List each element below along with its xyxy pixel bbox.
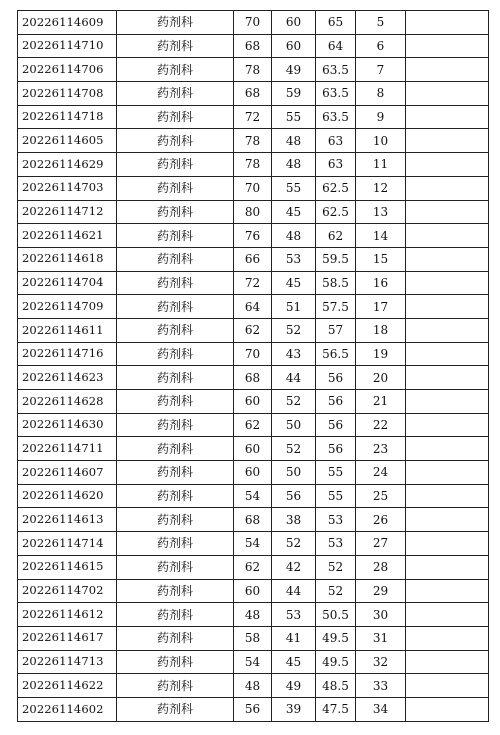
- score-a-cell: 76: [234, 224, 272, 248]
- candidate-id-cell: 20226114708: [18, 82, 117, 106]
- score-b-cell: 45: [272, 200, 316, 224]
- score-b-cell: 43: [272, 342, 316, 366]
- score-a-cell: 68: [234, 82, 272, 106]
- score-b-cell: 55: [272, 105, 316, 129]
- score-a-cell: 70: [234, 176, 272, 200]
- table-row: [18, 579, 489, 603]
- total-score-cell: 49.5: [316, 626, 356, 650]
- candidate-id-cell: 20226114612: [18, 603, 117, 627]
- note-cell: [406, 224, 489, 248]
- department-cell: 药剂科: [117, 461, 234, 485]
- table-row: [18, 129, 489, 153]
- score-b-cell: 49: [272, 58, 316, 82]
- note-cell: [406, 129, 489, 153]
- department-cell: 药剂科: [117, 318, 234, 342]
- candidate-id-cell: 20226114716: [18, 342, 117, 366]
- note-cell: [406, 318, 489, 342]
- candidate-id-cell: 20226114607: [18, 461, 117, 485]
- score-b-cell: 59: [272, 82, 316, 106]
- note-cell: [406, 11, 489, 35]
- department-cell: 药剂科: [117, 200, 234, 224]
- table-row: [18, 626, 489, 650]
- candidate-id-cell: 20226114702: [18, 579, 117, 603]
- candidate-id-cell: 20226114609: [18, 11, 117, 35]
- score-b-cell: 48: [272, 153, 316, 177]
- table-row: [18, 390, 489, 414]
- rank-cell: 6: [356, 34, 406, 58]
- department-cell: 药剂科: [117, 484, 234, 508]
- candidate-id-cell: 20226114620: [18, 484, 117, 508]
- candidate-id-cell: 20226114628: [18, 390, 117, 414]
- note-cell: [406, 603, 489, 627]
- score-a-cell: 80: [234, 200, 272, 224]
- total-score-cell: 56.5: [316, 342, 356, 366]
- department-cell: 药剂科: [117, 626, 234, 650]
- note-cell: [406, 650, 489, 674]
- candidate-id-cell: 20226114611: [18, 318, 117, 342]
- score-b-cell: 56: [272, 484, 316, 508]
- department-cell: 药剂科: [117, 555, 234, 579]
- rank-cell: 17: [356, 295, 406, 319]
- table-row: [18, 461, 489, 485]
- score-b-cell: 60: [272, 34, 316, 58]
- table-row: [18, 176, 489, 200]
- candidate-id-cell: 20226114630: [18, 413, 117, 437]
- note-cell: [406, 295, 489, 319]
- rank-cell: 25: [356, 484, 406, 508]
- table-row: [18, 11, 489, 35]
- candidate-id-cell: 20226114713: [18, 650, 117, 674]
- table-row: [18, 200, 489, 224]
- score-a-cell: 60: [234, 437, 272, 461]
- note-cell: [406, 555, 489, 579]
- rank-cell: 10: [356, 129, 406, 153]
- department-cell: 药剂科: [117, 390, 234, 414]
- department-cell: 药剂科: [117, 271, 234, 295]
- table-row: [18, 34, 489, 58]
- total-score-cell: 65: [316, 11, 356, 35]
- candidate-id-cell: 20226114622: [18, 674, 117, 698]
- candidate-id-cell: 20226114718: [18, 105, 117, 129]
- score-a-cell: 78: [234, 153, 272, 177]
- total-score-cell: 56: [316, 366, 356, 390]
- note-cell: [406, 247, 489, 271]
- department-cell: 药剂科: [117, 437, 234, 461]
- total-score-cell: 59.5: [316, 247, 356, 271]
- rank-cell: 28: [356, 555, 406, 579]
- rank-cell: 33: [356, 674, 406, 698]
- note-cell: [406, 200, 489, 224]
- score-b-cell: 52: [272, 437, 316, 461]
- table-row: [18, 153, 489, 177]
- score-b-cell: 41: [272, 626, 316, 650]
- score-b-cell: 38: [272, 508, 316, 532]
- table-row: [18, 413, 489, 437]
- rank-cell: 24: [356, 461, 406, 485]
- table-row: [18, 82, 489, 106]
- note-cell: [406, 342, 489, 366]
- table-row: [18, 697, 489, 721]
- total-score-cell: 56: [316, 437, 356, 461]
- total-score-cell: 52: [316, 555, 356, 579]
- table-row: [18, 58, 489, 82]
- total-score-cell: 63: [316, 129, 356, 153]
- total-score-cell: 57: [316, 318, 356, 342]
- rank-cell: 15: [356, 247, 406, 271]
- score-a-cell: 60: [234, 579, 272, 603]
- department-cell: 药剂科: [117, 11, 234, 35]
- department-cell: 药剂科: [117, 674, 234, 698]
- score-b-cell: 53: [272, 247, 316, 271]
- table-row: [18, 650, 489, 674]
- total-score-cell: 52: [316, 579, 356, 603]
- score-b-cell: 44: [272, 366, 316, 390]
- note-cell: [406, 674, 489, 698]
- score-a-cell: 48: [234, 674, 272, 698]
- rank-cell: 13: [356, 200, 406, 224]
- department-cell: 药剂科: [117, 650, 234, 674]
- score-b-cell: 45: [272, 271, 316, 295]
- note-cell: [406, 437, 489, 461]
- candidate-id-cell: 20226114712: [18, 200, 117, 224]
- rank-cell: 29: [356, 579, 406, 603]
- note-cell: [406, 390, 489, 414]
- table-row: [18, 295, 489, 319]
- department-cell: 药剂科: [117, 58, 234, 82]
- table-row: [18, 247, 489, 271]
- table-row: [18, 271, 489, 295]
- candidate-id-cell: 20226114613: [18, 508, 117, 532]
- score-a-cell: 70: [234, 342, 272, 366]
- total-score-cell: 58.5: [316, 271, 356, 295]
- score-a-cell: 48: [234, 603, 272, 627]
- score-b-cell: 52: [272, 532, 316, 556]
- score-b-cell: 55: [272, 176, 316, 200]
- score-a-cell: 62: [234, 555, 272, 579]
- score-table-body: [18, 11, 489, 722]
- score-b-cell: 45: [272, 650, 316, 674]
- score-b-cell: 39: [272, 697, 316, 721]
- candidate-id-cell: 20226114703: [18, 176, 117, 200]
- department-cell: 药剂科: [117, 697, 234, 721]
- score-b-cell: 44: [272, 579, 316, 603]
- score-a-cell: 68: [234, 34, 272, 58]
- note-cell: [406, 413, 489, 437]
- score-a-cell: 78: [234, 129, 272, 153]
- score-b-cell: 60: [272, 11, 316, 35]
- score-b-cell: 48: [272, 129, 316, 153]
- rank-cell: 16: [356, 271, 406, 295]
- department-cell: 药剂科: [117, 295, 234, 319]
- table-row: [18, 603, 489, 627]
- score-b-cell: 53: [272, 603, 316, 627]
- total-score-cell: 63.5: [316, 82, 356, 106]
- candidate-id-cell: 20226114621: [18, 224, 117, 248]
- total-score-cell: 48.5: [316, 674, 356, 698]
- table-row: [18, 342, 489, 366]
- total-score-cell: 62.5: [316, 200, 356, 224]
- department-cell: 药剂科: [117, 508, 234, 532]
- candidate-id-cell: 20226114711: [18, 437, 117, 461]
- rank-cell: 26: [356, 508, 406, 532]
- department-cell: 药剂科: [117, 34, 234, 58]
- candidate-id-cell: 20226114615: [18, 555, 117, 579]
- score-b-cell: 51: [272, 295, 316, 319]
- note-cell: [406, 697, 489, 721]
- note-cell: [406, 461, 489, 485]
- rank-cell: 18: [356, 318, 406, 342]
- candidate-id-cell: 20226114706: [18, 58, 117, 82]
- total-score-cell: 47.5: [316, 697, 356, 721]
- department-cell: 药剂科: [117, 153, 234, 177]
- total-score-cell: 57.5: [316, 295, 356, 319]
- rank-cell: 21: [356, 390, 406, 414]
- department-cell: 药剂科: [117, 342, 234, 366]
- score-a-cell: 62: [234, 413, 272, 437]
- score-table: [17, 10, 489, 722]
- department-cell: 药剂科: [117, 413, 234, 437]
- note-cell: [406, 153, 489, 177]
- note-cell: [406, 271, 489, 295]
- total-score-cell: 56: [316, 413, 356, 437]
- candidate-id-cell: 20226114602: [18, 697, 117, 721]
- candidate-id-cell: 20226114704: [18, 271, 117, 295]
- score-b-cell: 52: [272, 318, 316, 342]
- table-row: [18, 318, 489, 342]
- total-score-cell: 55: [316, 461, 356, 485]
- total-score-cell: 50.5: [316, 603, 356, 627]
- note-cell: [406, 58, 489, 82]
- rank-cell: 34: [356, 697, 406, 721]
- rank-cell: 27: [356, 532, 406, 556]
- department-cell: 药剂科: [117, 603, 234, 627]
- score-a-cell: 60: [234, 461, 272, 485]
- candidate-id-cell: 20226114617: [18, 626, 117, 650]
- rank-cell: 22: [356, 413, 406, 437]
- total-score-cell: 53: [316, 508, 356, 532]
- score-a-cell: 58: [234, 626, 272, 650]
- score-b-cell: 52: [272, 390, 316, 414]
- department-cell: 药剂科: [117, 176, 234, 200]
- rank-cell: 8: [356, 82, 406, 106]
- candidate-id-cell: 20226114714: [18, 532, 117, 556]
- score-b-cell: 49: [272, 674, 316, 698]
- rank-cell: 32: [356, 650, 406, 674]
- note-cell: [406, 532, 489, 556]
- rank-cell: 5: [356, 11, 406, 35]
- score-a-cell: 62: [234, 318, 272, 342]
- department-cell: 药剂科: [117, 366, 234, 390]
- score-a-cell: 68: [234, 508, 272, 532]
- department-cell: 药剂科: [117, 105, 234, 129]
- score-b-cell: 42: [272, 555, 316, 579]
- score-a-cell: 72: [234, 271, 272, 295]
- rank-cell: 23: [356, 437, 406, 461]
- table-row: [18, 105, 489, 129]
- rank-cell: 11: [356, 153, 406, 177]
- department-cell: 药剂科: [117, 579, 234, 603]
- note-cell: [406, 82, 489, 106]
- score-a-cell: 54: [234, 650, 272, 674]
- score-a-cell: 66: [234, 247, 272, 271]
- table-row: [18, 674, 489, 698]
- note-cell: [406, 484, 489, 508]
- score-b-cell: 48: [272, 224, 316, 248]
- note-cell: [406, 508, 489, 532]
- rank-cell: 9: [356, 105, 406, 129]
- rank-cell: 20: [356, 366, 406, 390]
- rank-cell: 14: [356, 224, 406, 248]
- department-cell: 药剂科: [117, 82, 234, 106]
- rank-cell: 30: [356, 603, 406, 627]
- total-score-cell: 63: [316, 153, 356, 177]
- score-a-cell: 60: [234, 390, 272, 414]
- table-row: [18, 437, 489, 461]
- score-a-cell: 54: [234, 532, 272, 556]
- department-cell: 药剂科: [117, 532, 234, 556]
- rank-cell: 31: [356, 626, 406, 650]
- total-score-cell: 56: [316, 390, 356, 414]
- candidate-id-cell: 20226114618: [18, 247, 117, 271]
- note-cell: [406, 34, 489, 58]
- candidate-id-cell: 20226114710: [18, 34, 117, 58]
- table-row: [18, 484, 489, 508]
- score-a-cell: 56: [234, 697, 272, 721]
- note-cell: [406, 105, 489, 129]
- table-row: [18, 224, 489, 248]
- candidate-id-cell: 20226114605: [18, 129, 117, 153]
- score-a-cell: 78: [234, 58, 272, 82]
- department-cell: 药剂科: [117, 129, 234, 153]
- rank-cell: 12: [356, 176, 406, 200]
- total-score-cell: 63.5: [316, 105, 356, 129]
- score-b-cell: 50: [272, 461, 316, 485]
- score-a-cell: 68: [234, 366, 272, 390]
- rank-cell: 19: [356, 342, 406, 366]
- table-row: [18, 508, 489, 532]
- total-score-cell: 62.5: [316, 176, 356, 200]
- score-a-cell: 54: [234, 484, 272, 508]
- total-score-cell: 49.5: [316, 650, 356, 674]
- score-a-cell: 64: [234, 295, 272, 319]
- candidate-id-cell: 20226114623: [18, 366, 117, 390]
- note-cell: [406, 176, 489, 200]
- table-row: [18, 532, 489, 556]
- table-row: [18, 555, 489, 579]
- note-cell: [406, 579, 489, 603]
- total-score-cell: 64: [316, 34, 356, 58]
- total-score-cell: 55: [316, 484, 356, 508]
- department-cell: 药剂科: [117, 224, 234, 248]
- note-cell: [406, 626, 489, 650]
- table-row: [18, 366, 489, 390]
- score-b-cell: 50: [272, 413, 316, 437]
- score-a-cell: 70: [234, 11, 272, 35]
- total-score-cell: 62: [316, 224, 356, 248]
- total-score-cell: 53: [316, 532, 356, 556]
- note-cell: [406, 366, 489, 390]
- total-score-cell: 63.5: [316, 58, 356, 82]
- score-a-cell: 72: [234, 105, 272, 129]
- rank-cell: 7: [356, 58, 406, 82]
- department-cell: 药剂科: [117, 247, 234, 271]
- candidate-id-cell: 20226114629: [18, 153, 117, 177]
- candidate-id-cell: 20226114709: [18, 295, 117, 319]
